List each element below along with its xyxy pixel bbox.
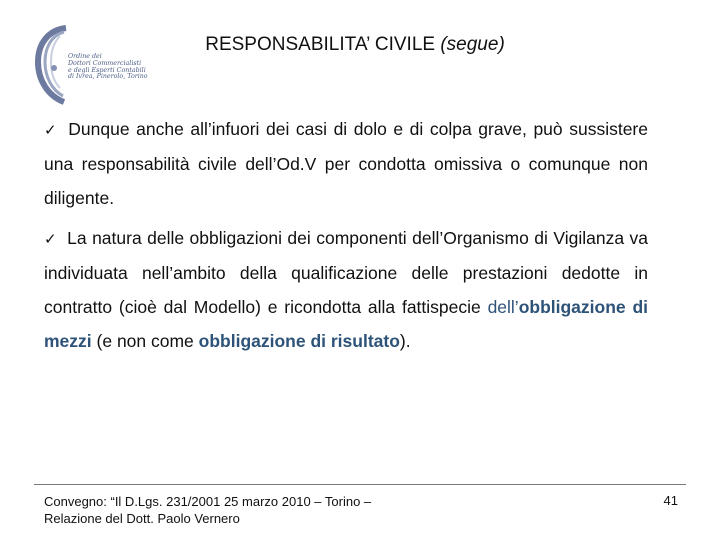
bullet-text: Dunque anche all’infuori dei casi di dolo e di colpa grave, può sussistere una responsabilità civile dell’Od.V per condotta omissiva o comunque non diligente. (44, 119, 648, 208)
highlight-text: dell’ (487, 297, 519, 317)
slide-title-main: RESPONSABILITA’ CIVILE (205, 34, 436, 55)
highlight-term-obbligazione-di-risultato: obbligazione di risultato (198, 331, 400, 351)
logo-line: Ordine dei (68, 53, 102, 60)
check-icon: ✓ (44, 121, 59, 139)
page-number: 41 (663, 493, 678, 508)
bullet-text: (e non come (91, 331, 199, 351)
bullet-text: ). (399, 331, 411, 351)
slide-title-sub: (segue) (440, 34, 505, 55)
logo-line: di Ivrea, Pinerolo, Torino (68, 73, 148, 81)
footer-line-1: Convegno: “Il D.Lgs. 231/2001 25 marzo 2010 – Torino – (44, 494, 372, 509)
footer-divider (34, 484, 686, 485)
logo-text (68, 54, 158, 81)
logo-line: Dottori Commercialisti (68, 59, 142, 67)
footer-line-2: Relazione del Dott. Paolo Vernero (44, 511, 240, 526)
organization-logo (30, 18, 150, 110)
check-icon: ✓ (44, 230, 58, 248)
logo-line: e degli Esperti Contabili (68, 66, 146, 74)
bullet-item (44, 221, 648, 358)
highlight-term-obbligazione-di-mezzi: obbligazione di mezzi (44, 297, 648, 351)
bullet-text: La natura delle obbligazioni dei componenti dell’Organismo di Vigilanza va individuata nell’ambito della qualificazione delle prestazioni dedotte in contratto (cioè dal Modello) e ricondotta alla fattispecie (44, 228, 648, 317)
footer-caption (44, 493, 371, 527)
bullet-item (44, 112, 648, 215)
slide-title (0, 34, 710, 56)
